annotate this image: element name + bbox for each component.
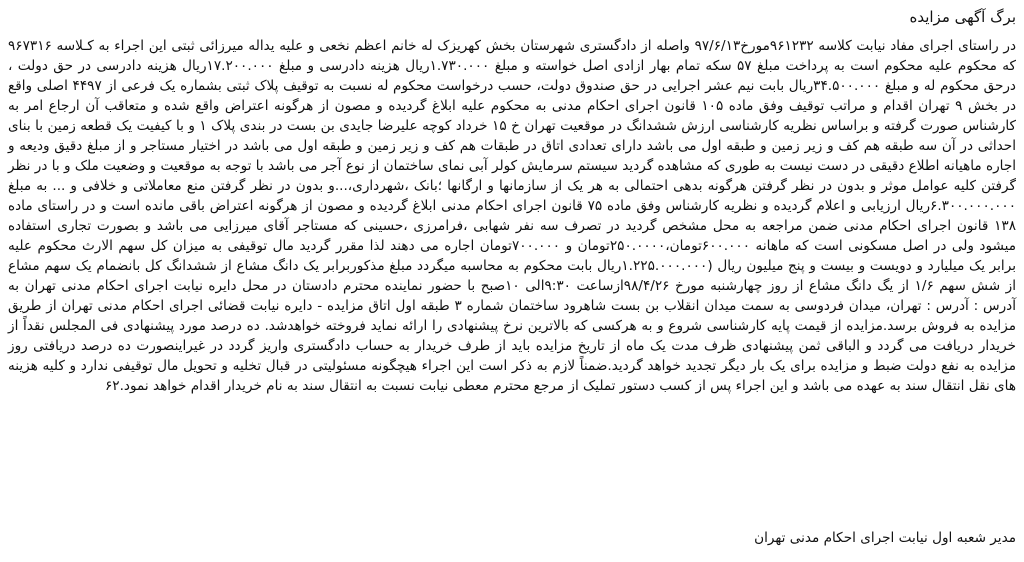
- notice-body-text: در راستای اجرای مفاد نیابت کلاسه ۹۶۱۲۳۲مورخ۹۷/۶/۱۳ واصله از دادگستری شهرستان بخش کهریزک له خانم اعظم نخعی و علیه یداله میرزائی ثبتی این اجراء به کـلاسه ۹۶۷۳۱۶ که محکوم علیه محکوم است به پرداخت مبلغ ۵۷ سکه تمام بهار ازادی اصل خواسته و مبلغ ۱.۷۳۰.۰۰۰ریال هزینه دادرسی و مبلغ ۱۷.۲۰۰.۰۰۰ریال هزینه دادرسی در حق دولت ، درحق محکوم له و مبلغ ۳۴.۵۰۰.۰۰۰ریال بابت نیم عشر اجرایی در حق صندوق دولت، حسب درخواست محکوم له نسبت به توقیف پلاک ثبتی بشماره یک فرعی از ۴۴۹۷ اصلی واقع در بخش ۹ تهران اقدام و مراتب توقیف وفق ماده ۱۰۵ قانون اجرای احکام مدنی به محکوم علیه ابلاغ گردیده و مصون از هرگونه اعتراض واقع شده و متعاقب آن ارجاع امر به کارشناس صورت گرفته و براساس نظریه کارشناسی ارزش ششدانگ در موقعیت تهران خ ۱۵ خرداد کوچه علیرضا جایدی بن بست در بندی پلاک ۱ و با کیفیت یک قطعه زمین با بنای احداثی در آن سه طبقه هم کف و زیر زمین و طبقه اول می باشد دارای تعدادی اتاق در طبقات هم کف و زیر زمین و طبقه اول می باشد در اختیار مستاجر و از مبلغ دقیق ودیعه و اجاره ماهیانه اطلاع دقیقی در دست نیست به طوری که مشاهده گردید سیستم سرمایش کولر آبی نمای ساختمان از نوع آجر می باشد با توجه به موقعیت و وضعیت ملک و با در نظر گرفتن کلیه عوامل موثر و بدون در نظر گرفتن هرگونه بدهی احتمالی به هر یک از سازمانها و ارگانها ؛بانک ،شهرداری،...و بدون در نظر گرفتن منع معاملاتی و خلافی و ... به مبلغ ۶.۳۰۰.۰۰۰.۰۰۰ریال ارزیابی و اعلام گردیده و نظریه کارشناس وفق ماده ۷۵ قانون اجرای احکام مدنی ابلاغ گردیده و مصون از هرگونه اعتراض باقی مانده است و در راستای ماده ۱۳۸ قانون اجرای احکام مدنی ضمن مراجعه به محل مشخص گردید در تصرف سه نفر شهابی ،فرامرزی ،حسینی که مستاجر آقای میرزایی می باشد و بصورت تجاری استفاده میشود ولی در اصل مسکونی است که ماهانه ۶۰۰.۰۰۰تومان،۲۵۰.۰۰۰۰تومان و ۷۰۰.۰۰۰تومان اجاره می دهند لذا مقرر گردید مال توقیفی به میزان کل سهم الارث محکوم علیه برابر یک میلیارد و دویست و بیست و پنج میلیون ریال (۱.۲۲۵.۰۰۰.۰۰۰ریال بابت محکوم به محاسبه میگردد مبلغ مذکوربرابر یک دانگ مشاع از ششدانگ کل بانضمام یک سهم مشاع از شش سهم ۱/۶ از یگ دانگ مشاع از روز چهارشنبه مورخ ۹۸/۴/۲۶ازساعت ۹:۳۰الی ۱۰صبح با حضور نماینده محترم دادستان در محل دایره نیابت اجرای احکام مدنی تهران به آدرس : آدرس : تهران، میدان فردوسی به سمت میدان انقلاب بن بست شاهرود ساختمان شماره ۳ طبقه اول اتاق مزایده - دایره نیابت قضائی اجرای احکام مدنی تهران از طریق مزایده به فروش برسد.مزایده از قیمت پایه کارشناسی شروع و به هرکسی که بالاترین نرخ پیشنهادی را ارائه نماید فروخته خواهدشد. ده درصد مورد پیشنهادی فی المجلس نقداً از خریدار دریافت می گردد و الباقی ثمن پیشنهادی ظرف مدت یک ماه از تاریخ مزایده باید از طرف خریدار به حساب دادگستری واریز گردد در غیراینصورت ده درصد دریافتی روز مزایده به نفع دولت ضبط و مزایده برای یک بار دیگر تجدید خواهد گردید.ضمناً لازم به ذکر است این اجراء هیچگونه مسئولیتی در قبال تخلیه و تحویل مال توقیفی ندارد و کلیه هزینه های نقل انتقال سند به عهده می باشد و این اجراء پس از کسب دستور تملیک از مرجع محترم معطی نیابت نسبت به انتقال سند به نام خریدار اقدام خواهد نمود.۶۲: [8, 38, 1017, 394]
- notice-title: برگ آگهی مزایده: [909, 8, 1016, 26]
- notice-signature: مدیر شعبه اول نیابت اجرای احکام مدنی تهران: [754, 530, 1016, 546]
